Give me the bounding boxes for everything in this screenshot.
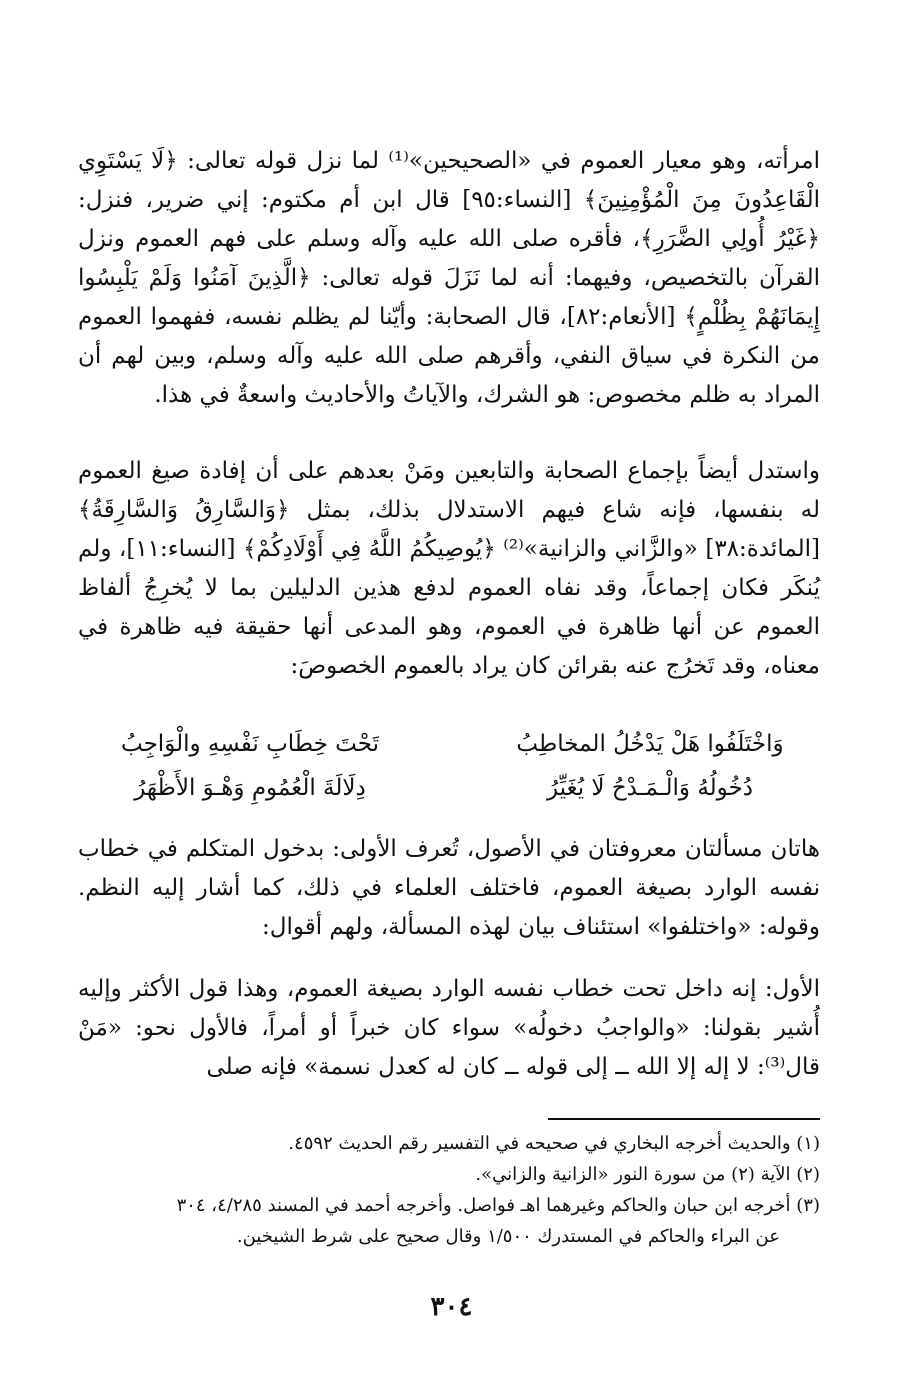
paragraph-3: [78, 830, 820, 947]
verse-hemistich-left: تَحْتَ خِطَابِ نَفْسِهِ والْوَاجِبُ: [121, 731, 379, 757]
paragraph-2: [78, 452, 820, 686]
footnote-1: (١) والحديث أخرجه البخاري في صحيحه في التفسير رقم الحديث ٤٥٩٢.: [288, 1133, 820, 1154]
verse-line-1: [90, 722, 810, 766]
poem-verses: [90, 722, 810, 810]
verse-hemistich-left: دِلَالَةَ الْعُمُومِ وَهْـوَ الأَظْهَرُ: [134, 775, 366, 801]
paragraph-text: الأول: إنه داخل تحت خطاب نفسه الوارد بصيغة العموم، وهذا قول الأكثر وإليه أُشير بقولنا: «والواجبُ دخولُه» سواء كان خبراً أو أمراً، فالأول نحو: «مَنْ قال⁽³⁾: لا إله إلا الله ــ إلى قوله ــ كان له كعدل نسمة» فإنه صلى: [78, 976, 820, 1080]
page-number: ٣٠٤: [430, 1292, 473, 1322]
paragraph-4: [78, 970, 820, 1087]
verse-hemistich-right: دُخُولُهُ وَالْـمَـدْحُ لَا يُغَيِّرُ: [546, 775, 754, 801]
paragraph-text: هاتان مسألتان معروفتان في الأصول، تُعرف الأولى: بدخول المتكلم في خطاب نفسه الوارد بصيغة العموم، فاختلف العلماء في ذلك، كما أشار إليه النظم. وقوله: «واختلفوا» استئناف بيان لهذه المسألة، ولهم أقوال:: [78, 836, 820, 940]
paragraph-1: [78, 142, 820, 415]
footnote-3: (٣) أخرجه ابن حبان والحاكم وغيرهما اهـ فواصل. وأخرجه أحمد في المسند ٤/٢٨٥، ٣٠٤: [176, 1195, 820, 1216]
paragraph-text: واستدل أيضاً بإجماع الصحابة والتابعين ومَنْ بعدهم على أن إفادة صيغ العموم له بنفسها، فإنه شاع فيهم الاستدلال بذلك، بمثل ﴿وَالسَّارِقُ وَالسَّارِقَةُ﴾ [المائدة:٣٨] «والزَّاني والزانية»⁽²⁾ ﴿يُوصِيكُمُ اللَّهُ فِي أَوْلَادِكُمْ﴾ [النساء:١١]، ولم يُنكَر فكان إجماعاً، وقد نفاه العموم لدفع هذين الدليلين بما لا يُخرِجُ ألفاظ العموم عن أنها ظاهرة في العموم، وهو المدعى أنها حقيقة فيه ظاهرة في معناه، وقد تَخرُج عنه بقرائن كان يراد بالعموم الخصوصَ:: [78, 458, 820, 679]
footnote-2: (٢) الآية (٢) من سورة النور «الزانية والزاني».: [475, 1164, 820, 1185]
footnote-divider: [548, 1118, 820, 1120]
footnote-3-continuation: عن البراء والحاكم في المستدرك ١/٥٠٠ وقال صحيح على شرط الشيخين.: [236, 1226, 780, 1247]
footnotes: [78, 1128, 820, 1252]
verse-hemistich-right: وَاخْتَلَفُوا هَلْ يَدْخُلُ المخاطِبُ: [516, 731, 784, 757]
paragraph-text: امرأته، وهو معيار العموم في «الصحيحين»⁽¹⁾ لما نزل قوله تعالى: ﴿لَا يَسْتَوِي الْقَاعِدُونَ مِنَ الْمُؤْمِنِينَ﴾ [النساء:٩٥] قال ابن أم مكتوم: إني ضرير، فنزل: ﴿غَيْرُ أُولِي الضَّرَرِ﴾، فأقره صلى الله عليه وآله وسلم على فهم العموم ونزل القرآن بالتخصيص، وفيهما: أنه لما نَزَلَ قوله تعالى: ﴿الَّذِينَ آمَنُوا وَلَمْ يَلْبِسُوا إِيمَانَهُمْ بِظُلْمٍ﴾ [الأنعام:٨٢]، قال الصحابة: وأيّنا لم يظلم نفسه، ففهموا العموم من النكرة في سياق النفي، وأقرهم صلى الله عليه وآله وسلم، وبين لهم أن المراد به ظلم مخصوص: هو الشرك، والآياتُ والأحاديث واسعةٌ في هذا.: [78, 148, 820, 408]
verse-line-2: [90, 766, 810, 810]
